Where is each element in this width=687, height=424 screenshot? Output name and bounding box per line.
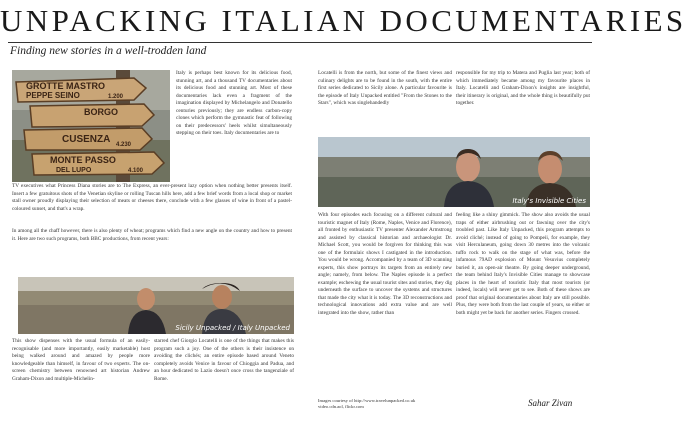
sign-distance-2: 4.230 bbox=[116, 142, 132, 148]
intro-paragraph-2: In among all the chaff however, there is also plenty of wheat; programs which find a new angle on the country and how to present it. Here are two such programs, both BBC productions, from recent years: bbox=[12, 228, 292, 242]
sign-text-1: GROTTE MASTRO bbox=[26, 81, 105, 91]
sign-text-5: MONTE PASSO bbox=[50, 155, 116, 165]
mid-top-column-b: responsible for my trip to Matera and Puglia last year; both of which immediately became among my favourite places in Italy. Locatelli and Graham-Dixon's insights are insightful, their itinerary is original, and the whole thing is beautifully put together. bbox=[456, 70, 590, 106]
article-subtitle: Finding new stories in a well-trodden land bbox=[10, 45, 207, 57]
article-title: UNPACKING ITALIAN DOCUMENTARIES bbox=[0, 3, 687, 38]
sign-text-3: BORGO bbox=[84, 107, 119, 117]
signpost-photo bbox=[12, 70, 170, 182]
image-credit: Images courtesy of http://www.travelunpacked.co.uk video.cdn.aol, flickr.com bbox=[318, 398, 416, 409]
sign-text-2: PEPPE SEINO bbox=[26, 91, 80, 100]
right-bottom-column-a: With four episodes each focusing on a different cultural and touristic magnet of Italy (Rome, Naples, Venice and Florence), all fronted by enthusiastic TV presenter Alexander Armstrong and assisted by classical historian and archaeologist Dr. Michael Scott, you would be forgiven for thinking this was one of the formulaic shows I castigated in the introduction. You would be wrong. Accompanied by a team of 3D scanning experts, this show portrays its targets from an entirely new angle; namely, from below. The Naples episode is a perfect example; eschewing the usual tourist sites and stories, they dig underneath the surface to uncover the systems and structures that made the city what it is today. The 3D reconstructions and technological innovations add extra value and are well integrated into the show, rather than bbox=[318, 212, 452, 316]
intro-text-full: TV executives what Princess Diana stories are to The Express, an ever-present lazy option when nothing better presents itself. Insert a few gratuitous shots of the Venetian skyline or rolling Tuscan hills here, add a few brief words from a local shop or market stall owner proudly displaying their selection of meats or cheeses there, conclude with a few glasses of wine in front of a pastel-coloured sunset, and that's a wrap. bbox=[12, 183, 292, 212]
sign-distance-1: 1.200 bbox=[108, 94, 124, 100]
intro-text-beside-image: Italy is perhaps best known for its delicious food, stunning art, and a thousand TV documentaries about its delicious food and stunning art. Most of these documentaries lack even a fragment of the imagination displayed by Michelangelo and Donatello centuries previously; they are endless carbon-copy clones which perform the gymnastic feat of following on their predecessors' heels whilst simultaneously stepping on their toes. Italy documentaries are to bbox=[176, 70, 292, 136]
sign-text-6: DEL LUPO bbox=[56, 167, 92, 174]
photo-caption-right: Italy's Invisible Cities bbox=[512, 197, 586, 205]
author-byline: Sahar Zivan bbox=[528, 398, 573, 408]
sign-text-4: CUSENZA bbox=[62, 134, 111, 145]
mid-top-column-a: Locatelli is from the north, but some of the finest views and culinary delights are to be found in the south, with the entire first series dedicated to Sicily alone. A particular favourite is the episode of Italy Unpacked entitled "From the Stones to the Stars", which was singlehandedly bbox=[318, 70, 452, 106]
presenters-photo-right bbox=[318, 137, 590, 207]
photo-caption-left: Sicily Unpacked / Italy Unpacked bbox=[175, 324, 290, 332]
right-bottom-column-b: feeling like a shiny gimmick. The show also avoids the usual traps of either airbrushing out or fawning over the city's troubled past. Like Italy Unpacked, this program attempts to avoid cliché; instead of going to Pompeii, for example, they visit Herculaneum, going down 30 metres into the volcanic tuffo rock to walk on the stage of what was, before the infamous 79AD explosion of Mount Vesuvius completely buried it, an open-air theatre. By going deeper underground, the team behind Italy's Invisible Cities manage to showcase places in the heart of touristic Italy that most tourists (or indeed, locals) will never get to see. Both of these shows are proof that original documentaries about Italy are still possible. Plus, they were both from the last couple of years, so either or both might yet be back for another series. Fingers crossed. bbox=[456, 212, 590, 316]
title-rule bbox=[8, 42, 592, 43]
presenters-photo-left bbox=[18, 277, 294, 334]
left-bottom-column-b: starred chef Giorgio Locatelli is one of the things that makes this program such a joy. One of the others is their insistence on avoiding the clichés; an entire episode based around Veneto completely avoids Venice in favour of Chioggia and Padua, and an hour dedicated to Lazio doesn't once cross the tangenziale of Rome. bbox=[154, 338, 294, 382]
left-bottom-column-a: This show dispenses with the usual formula of an easily-recognisable (and more importantly, easily marketable) host being walked around and amazed by people more knowledgeable than himself, in favour of two experts. The on-screen chemistry between renowned art historian Andrew Graham-Dixon and multiple-Michelin- bbox=[12, 338, 150, 382]
sign-distance-3: 4.100 bbox=[128, 168, 144, 174]
